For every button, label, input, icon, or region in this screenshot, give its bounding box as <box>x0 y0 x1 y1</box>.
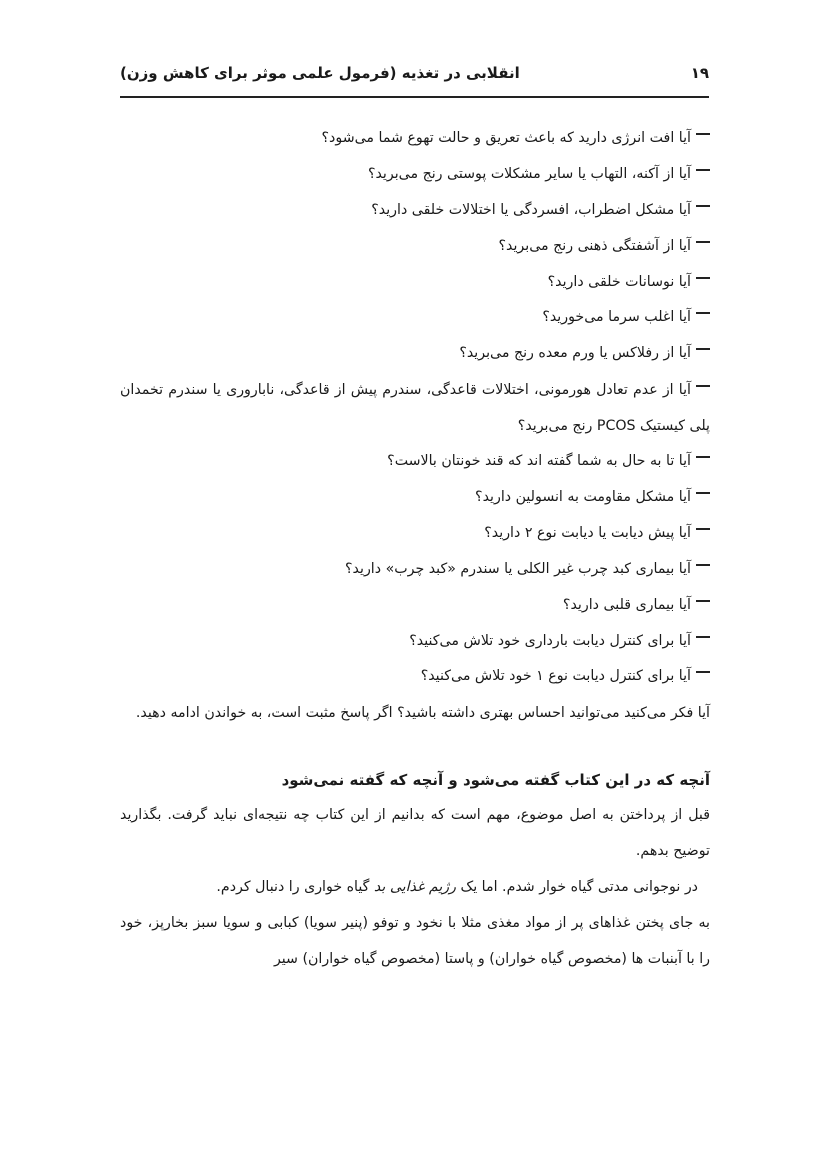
paragraph: قبل از پرداختن به اصل موضوع، مهم است که بدانیم از این کتاب چه نتیجه‌ای نباید گرفت. بگذارید توضیح بدهم. <box>120 807 710 860</box>
question-list <box>120 122 710 696</box>
question-text: آیا افت انرژی دارید که باعث تعریق و حالت تهوع شما می‌شود؟ <box>321 130 691 146</box>
paragraph <box>120 870 710 906</box>
dash-bullet <box>696 277 710 279</box>
dash-bullet <box>696 385 710 387</box>
question-text: آیا از رفلاکس یا ورم معده رنج می‌برید؟ <box>459 345 691 362</box>
list-item <box>120 301 710 337</box>
list-item <box>120 445 710 481</box>
list-item <box>120 553 710 589</box>
question-text: آیا از آکنه، التهاب یا سایر مشکلات پوستی رنج می‌برید؟ <box>367 165 691 182</box>
dash-bullet <box>696 636 710 638</box>
question-text: آیا از آشفتگی ذهنی رنج می‌برید؟ <box>498 237 691 254</box>
question-text: آیا بیماری کبد چرب غیر الکلی یا سندرم «کبد چرب» دارید؟ <box>345 560 691 577</box>
list-item <box>120 158 710 194</box>
question-text: آیا بیماری قلبی دارید؟ <box>562 596 691 613</box>
list-item <box>120 122 710 158</box>
list-item <box>120 337 710 373</box>
closing-paragraph: آیا فکر می‌کنید می‌توانید احساس بهتری داشته باشید؟ اگر پاسخ مثبت است، به خواندن ادامه دهید. <box>135 705 710 722</box>
list-item <box>120 230 710 266</box>
dash-bullet <box>696 492 710 494</box>
list-item <box>120 266 710 302</box>
list-item <box>120 660 710 696</box>
question-text: آیا مشکل مقاومت به انسولین دارید؟ <box>475 488 691 505</box>
dash-bullet <box>696 671 710 673</box>
list-item <box>120 517 710 553</box>
dash-bullet <box>696 600 710 602</box>
dash-bullet <box>696 528 710 530</box>
question-text: آیا پیش دیابت یا دیابت نوع ۲ دارید؟ <box>484 524 691 541</box>
dash-bullet <box>696 456 710 458</box>
section-heading: آنچه که در این کتاب گفته می‌شود و آنچه که گفته نمی‌شود <box>281 771 710 790</box>
list-item <box>120 589 710 625</box>
dash-bullet <box>696 312 710 314</box>
list-item <box>120 481 710 517</box>
page-header <box>120 64 709 96</box>
dash-bullet <box>696 348 710 350</box>
question-text: آیا تا به حال به شما گفته اند که قند خونتان بالاست؟ <box>387 453 691 470</box>
dash-bullet <box>696 564 710 566</box>
question-text: آیا نوسانات خلقی دارید؟ <box>547 273 691 290</box>
page-body <box>120 122 710 978</box>
dash-bullet <box>696 241 710 243</box>
question-text: آیا برای کنترل دیابت بارداری خود تلاش می‌کنید؟ <box>409 632 691 649</box>
running-title: انقلابی در تغذیه (فرمول علمی موثر برای کاهش وزن) <box>120 64 520 82</box>
list-item <box>120 625 710 661</box>
page-number: ۱۹ <box>690 64 709 82</box>
dash-bullet <box>696 133 710 135</box>
paragraph-text: گیاه خواری را دنبال کردم. <box>216 879 374 895</box>
emphasized-term: رژیم غذایی بد <box>373 879 457 895</box>
question-text: آیا مشکل اضطراب، افسردگی یا اختلالات خلقی دارید؟ <box>371 201 691 218</box>
question-text: آیا اغلب سرما می‌خورید؟ <box>542 309 691 326</box>
question-text: آیا از عدم تعادل هورمونی، اختلالات قاعدگی، سندرم پیش از قاعدگی، ناباروری یا سندرم تخمدان پلی کیستیک PCOS رنج می‌برید؟ <box>120 382 710 435</box>
dash-bullet <box>696 169 710 171</box>
question-text: آیا برای کنترل دیابت نوع ۱ خود تلاش می‌کنید؟ <box>420 668 691 685</box>
list-item <box>120 373 710 445</box>
dash-bullet <box>696 205 710 207</box>
header-rule <box>120 96 709 98</box>
paragraph: به جای پختن غذاهای پر از مواد مغذی مثلا با نخود و توفو (پنیر سویا) کبابی و سویا سبز بخارپز، خود را با آبنبات ها (مخصوص گیاه خواران) و پاستا (مخصوص گیاه خواران) سیر <box>120 914 710 967</box>
list-item <box>120 194 710 230</box>
paragraph-text: در نوجوانی مدتی گیاه خوار شدم. اما یک <box>456 879 698 895</box>
